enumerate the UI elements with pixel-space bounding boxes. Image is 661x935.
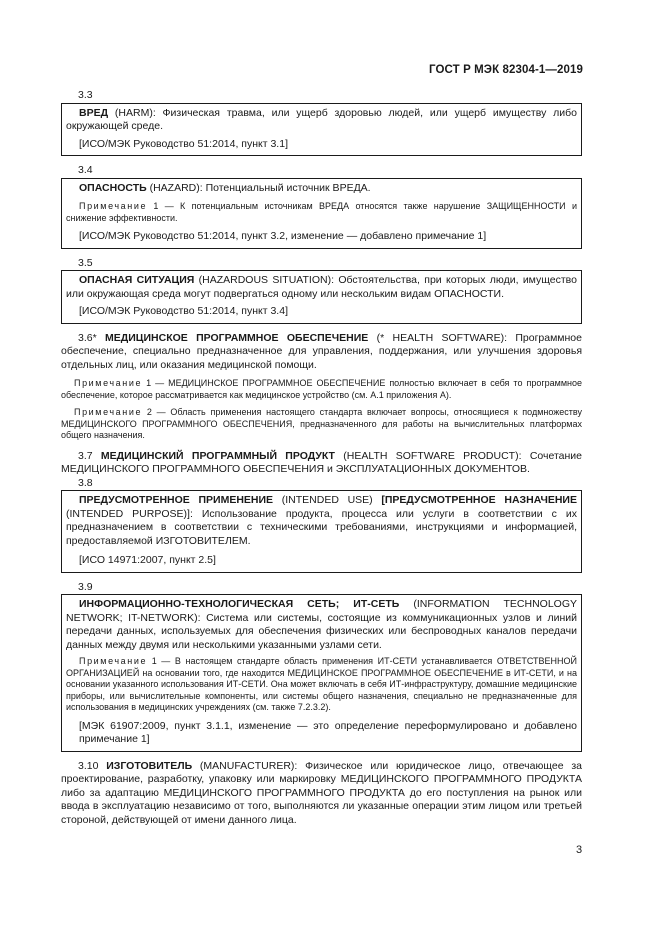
note-text: Примечание 1 — В настоящем стандарте область применения ИТ-СЕТИ устанавливается ОТВЕТСТВЕННОЙ ОРГАНИЗАЦИЕЙ на основании того, где находится МЕДИЦИНСКОЕ ПРОГРАММНОЕ ОБЕСПЕЧЕНИЕ в ИТ-СЕТИ, и на основании указанного использования ИТ-СЕТИ. Она может включать в себя ИТ-инфраструктуру, домашние медицинские приборы, или вычислительные компоненты, или системы общего назначения, специально не предназначенные для использования в медицинских учреждениях (см. также 7.2.3.2). xyxy=(66,656,577,712)
entry-number: 3.4 xyxy=(78,164,93,176)
source-reference: [ИСО 14971:2007, пункт 2.5] xyxy=(79,554,216,566)
term-bold: ПРЕДУСМОТРЕННОЕ ПРИМЕНЕНИЕ xyxy=(79,494,274,506)
entry-number: 3.5 xyxy=(78,256,93,269)
definition-box-3-3 xyxy=(61,103,582,157)
definition-box-3-8 xyxy=(61,490,582,573)
definition-box-3-9 xyxy=(61,594,582,752)
definition-box-3-5 xyxy=(61,270,582,324)
term-bold: ОПАСНАЯ СИТУАЦИЯ xyxy=(79,274,195,286)
page-number: 3 xyxy=(576,844,583,856)
definition-3-7: 3.7 МЕДИЦИНСКИЙ ПРОГРАММНЫЙ ПРОДУКТ (HEALTH SOFTWARE PRODUCT): Сочетание МЕДИЦИНСКОГО ПРОГРАММНОГО ОБЕСПЕЧЕНИЯ и ЭКСПЛУАТАЦИОННЫХ ДОКУМЕНТОВ. xyxy=(61,449,583,475)
definition-text: ПРЕДУСМОТРЕННОЕ ПРИМЕНЕНИЕ (INTENDED USE) [ПРЕДУСМОТРЕННОЕ НАЗНАЧЕНИЕ (INTENDED PURPOSE)]: Использование продукта, процесса или услуги в соответствии с их предназначением в соответствии с техническими требованиями, инструкциями и информацией, предоставляемой ИЗГОТОВИТЕЛЕМ. xyxy=(66,494,577,547)
source-reference: [ИСО/МЭК Руководство 51:2014, пункт 3.2, изменение — добавлено примечание 1] xyxy=(79,230,487,242)
term-bold: ИНФОРМАЦИОННО-ТЕХНОЛОГИЧЕСКАЯ СЕТЬ; ИТ-СЕТЬ xyxy=(79,598,400,610)
source-reference: [МЭК 61907:2009, пункт 3.1.1, изменение — это определение переформулировано и добавлено примечание 1] xyxy=(79,719,577,745)
standard-code-header: ГОСТ Р МЭК 82304-1—2019 xyxy=(429,64,583,76)
definition-3-6: 3.6* МЕДИЦИНСКОЕ ПРОГРАММНОЕ ОБЕСПЕЧЕНИЕ (* HEALTH SOFTWARE): Программное обеспечение, специально предназначенное для управления, поддержания, или улучшения здоровья отдельных лиц, или оказания медицинской помощи. xyxy=(61,331,582,371)
term-bold: МЕДИЦИНСКИЙ ПРОГРАММНЫЙ ПРОДУКТ xyxy=(100,449,335,462)
definition-box-3-4 xyxy=(61,178,582,249)
note-text: Примечание 1 — К потенциальным источникам ВРЕДА относятся также нарушение ЗАЩИЩЕННОСТИ и снижение эффективности. xyxy=(66,201,577,223)
definition-3-10: 3.10 ИЗГОТОВИТЕЛЬ (MANUFACTURER): Физическое или юридическое лицо, отвечающее за проектирование, разработку, упаковку или маркировку МЕДИЦИНСКОГО ПРОГРАММНОГО ПРОДУКТА либо за адаптацию МЕДИЦИНСКОГО ПРОГРАММНОГО ПРОДУКТА до его поступления на рынок или ввода в эксплуатацию независимо от того, выполняются ли указанные операции этим лицом или третьей стороной, действующей от имени данного лица. xyxy=(61,759,582,826)
definition-text: ИНФОРМАЦИОННО-ТЕХНОЛОГИЧЕСКАЯ СЕТЬ; ИТ-СЕТЬ (INFORMATION TECHNOLOGY NETWORK; IT-NETWORK): Система или системы, состоящие из коммуникационных узлов и линий передачи данных, используемых для обеспечения физических или беспроводных каналов передачи данных между двумя или несколькими указанными узлами сети. xyxy=(66,598,577,651)
term-bold-alt: [ПРЕДУСМОТРЕННОЕ НАЗНАЧЕНИЕ xyxy=(381,494,577,506)
note-text: Примечание 2 — Область применения настоящего стандарта включает вопросы, относящиеся к подмножеству МЕДИЦИНСКОГО ПРОГРАММНОГО ОБЕСПЕЧЕНИЯ, предназначенного для работы на вычислительных платформах общего назначения. xyxy=(61,407,582,440)
definition-text: ВРЕД (HARM): Физическая травма, или ущерб здоровью людей, или ущерб имуществу либо окружающей среде. xyxy=(66,106,577,132)
entry-number: 3.3 xyxy=(78,89,93,101)
definition-text: ОПАСНОСТЬ (HAZARD): Потенциальный источник ВРЕДА. xyxy=(79,181,371,194)
term-bold: ОПАСНОСТЬ xyxy=(79,181,147,194)
entry-number: 3.8 xyxy=(78,476,93,489)
term-bold: МЕДИЦИНСКОЕ ПРОГРАММНОЕ ОБЕСПЕЧЕНИЕ xyxy=(105,331,369,344)
entry-number: 3.9 xyxy=(78,580,93,593)
term-bold: ВРЕД xyxy=(79,106,109,119)
source-reference: [ИСО/МЭК Руководство 51:2014, пункт 3.4] xyxy=(79,305,288,317)
document-body xyxy=(61,89,582,827)
note-text: Примечание 1 — МЕДИЦИНСКОЕ ПРОГРАММНОЕ ОБЕСПЕЧЕНИЕ полностью включает в себя то программное обеспечение, которое рассматривается как медицинское устройство (см. А.1 приложения А). xyxy=(61,378,582,400)
source-reference: [ИСО/МЭК Руководство 51:2014, пункт 3.1] xyxy=(79,137,288,150)
term-bold: ИЗГОТОВИТЕЛЬ xyxy=(106,759,193,772)
definition-text: ОПАСНАЯ СИТУАЦИЯ (HAZARDOUS SITUATION): Обстоятельства, при которых люди, имущество или окружающая среда могут подвергаться одному или нескольким видам ОПАСНОСТИ. xyxy=(66,274,577,300)
